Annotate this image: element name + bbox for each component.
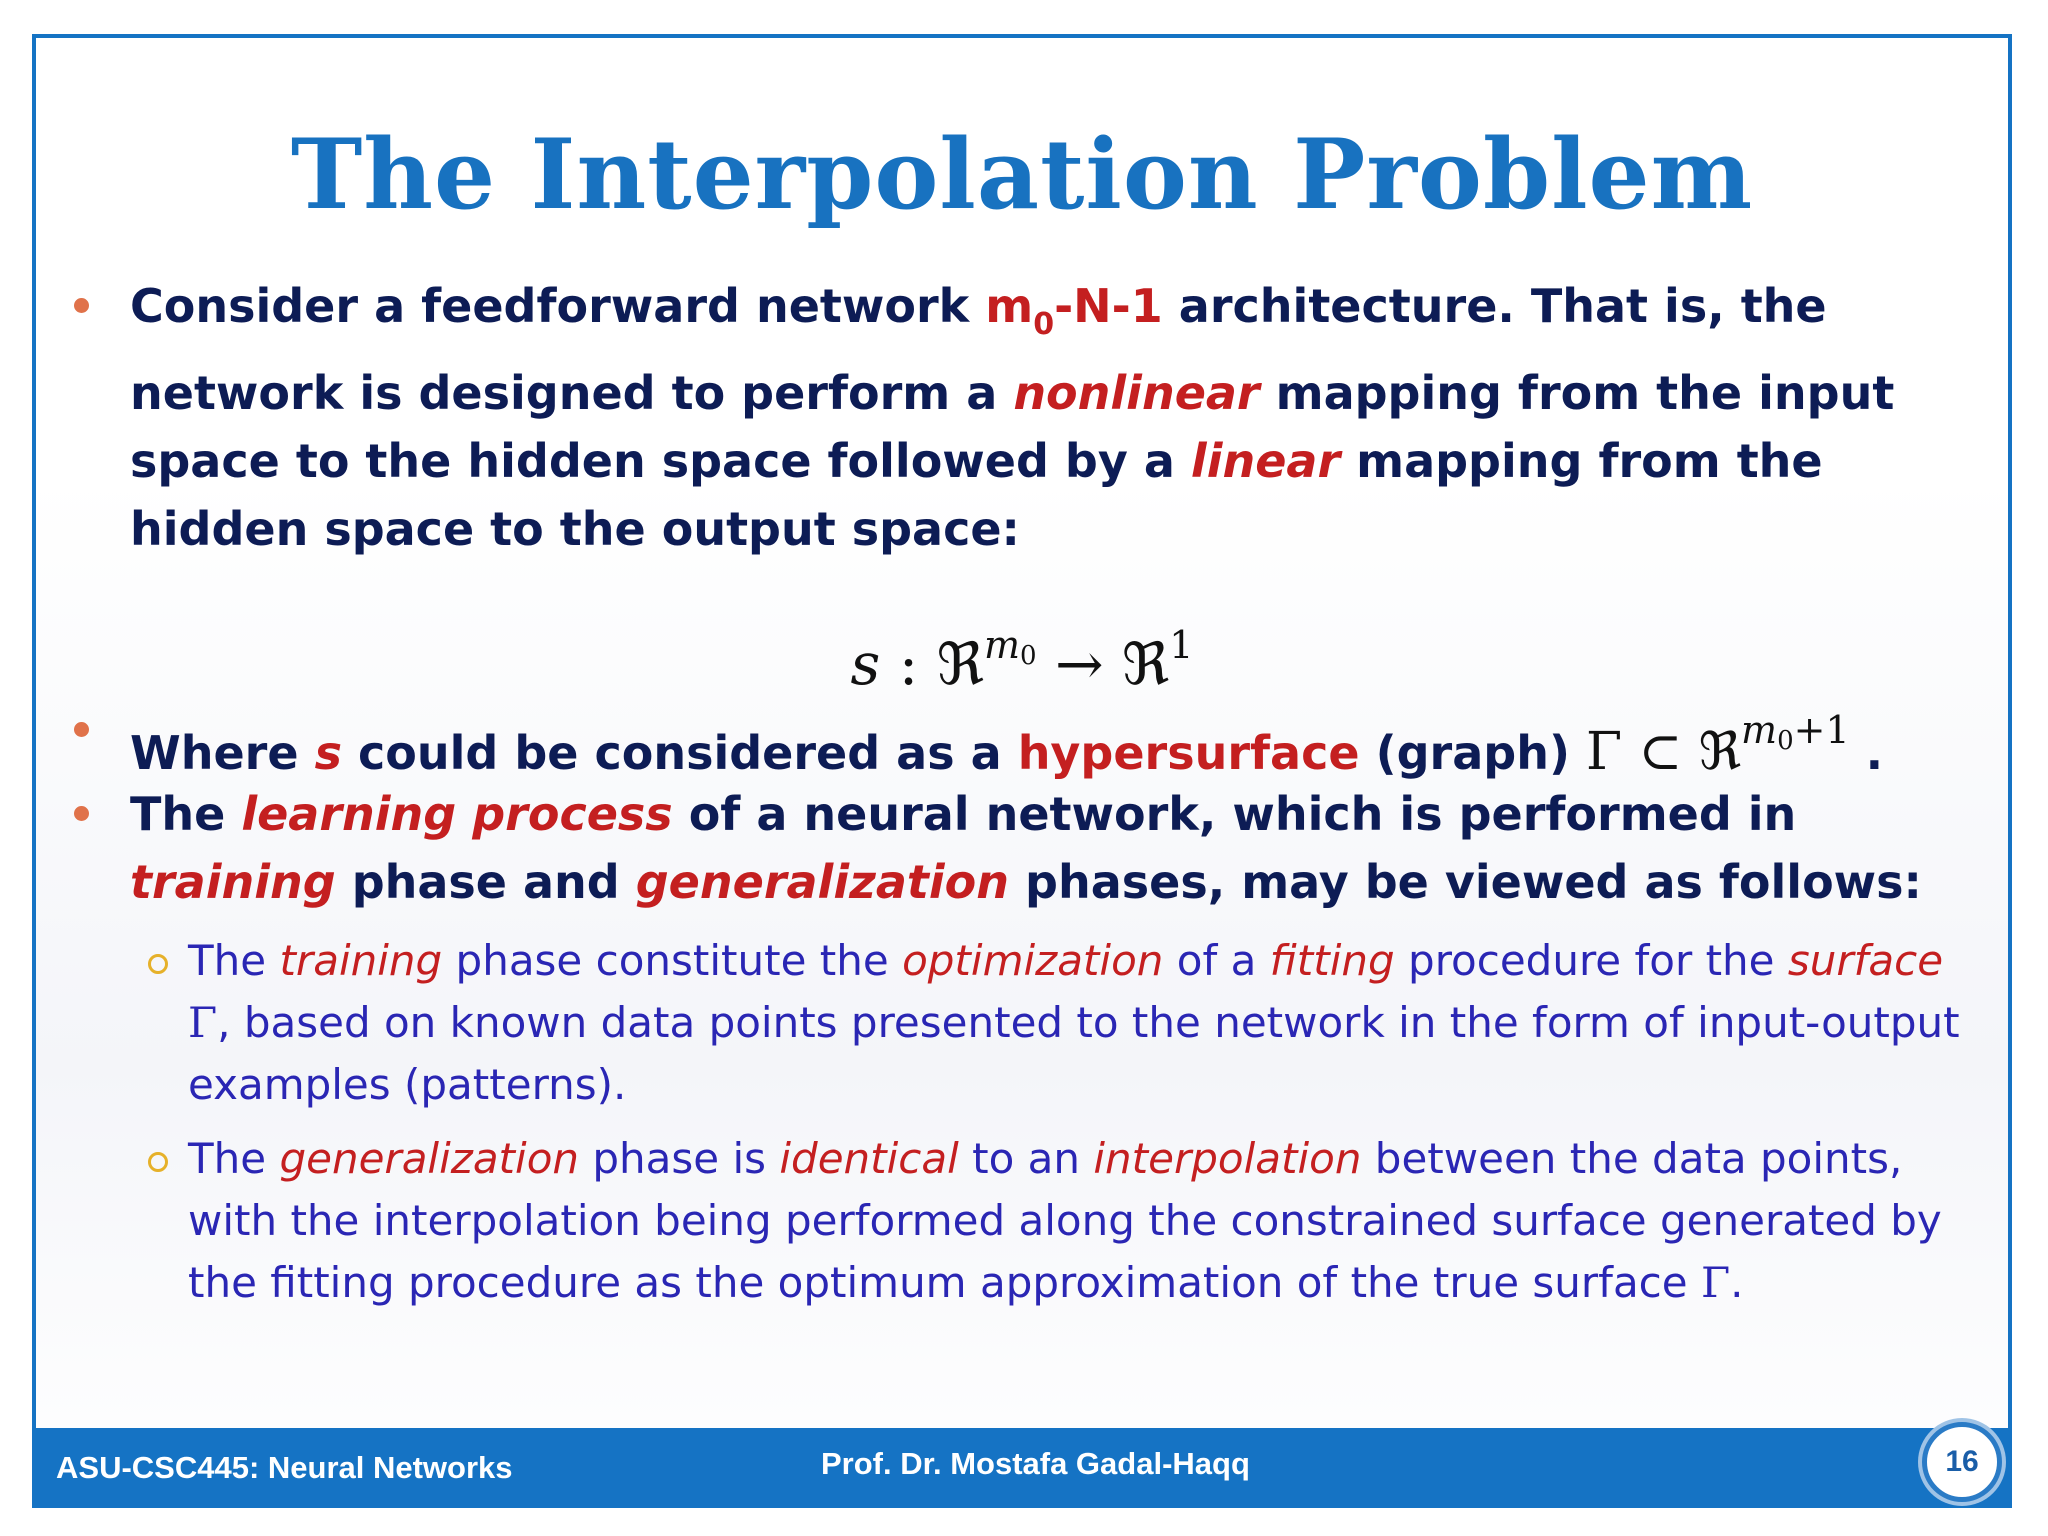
- mapping-equation: s : ℜ$^{m0}$ → ℜ$^1$: [850, 623, 1194, 698]
- emphasis-learning-process: learning process: [241, 787, 673, 841]
- emphasis-linear: linear: [1190, 434, 1341, 488]
- bullet-marker: [74, 722, 89, 737]
- text: mapping from the input space to the hidden space followed by a: [130, 366, 1895, 488]
- slide: [32, 34, 2012, 1508]
- emphasis-nonlinear: nonlinear: [1013, 366, 1260, 420]
- page-number: 16: [1922, 1422, 2002, 1502]
- bullet-marker: [74, 806, 89, 821]
- bullet-marker: [74, 298, 89, 313]
- course-label: ASU-CSC445: Neural Networks: [56, 1450, 513, 1485]
- bullet-consider-network: [130, 272, 1940, 563]
- text: architecture. That is, the network is designed to perform a: [130, 279, 1827, 420]
- sub-bullet-generalization-phase: The generalization phase is identical to an interpolation between the data points, with the interpolation being performed along the constrained surface generated by the fitting procedure as the optimum approximation of the true surface Γ.: [188, 1134, 1942, 1307]
- bullet-learning-process: The learning process of a neural network, which is performed in training phase and generalization phases, may be viewed as follows:: [130, 787, 1922, 909]
- footer-bar: [36, 1428, 2008, 1504]
- slide-title: The Interpolation Problem: [290, 118, 1754, 231]
- sub-bullet-training-phase: The training phase constitute the optimization of a fitting procedure for the surface Γ, based on known data points presented to the network in the form of input-output examples (patterns).: [188, 936, 1960, 1109]
- bullet-hypersurface: Where s could be considered as a hypersurface (graph) Γ ⊂ ℜ$^{m0+1}$ .: [130, 708, 1884, 782]
- text: Consider a feedforward network: [130, 279, 986, 333]
- emphasis-hypersurface: hypersurface: [1017, 726, 1360, 780]
- text: mapping from the hidden space to the output space:: [130, 434, 1823, 556]
- architecture-label: $m_0-N-1$: [985, 279, 1163, 342]
- sub-bullet-marker: [148, 1152, 168, 1172]
- sub-bullet-marker: [148, 954, 168, 974]
- author-label: Prof. Dr. Mostafa Gadal-Haqq: [821, 1446, 1250, 1481]
